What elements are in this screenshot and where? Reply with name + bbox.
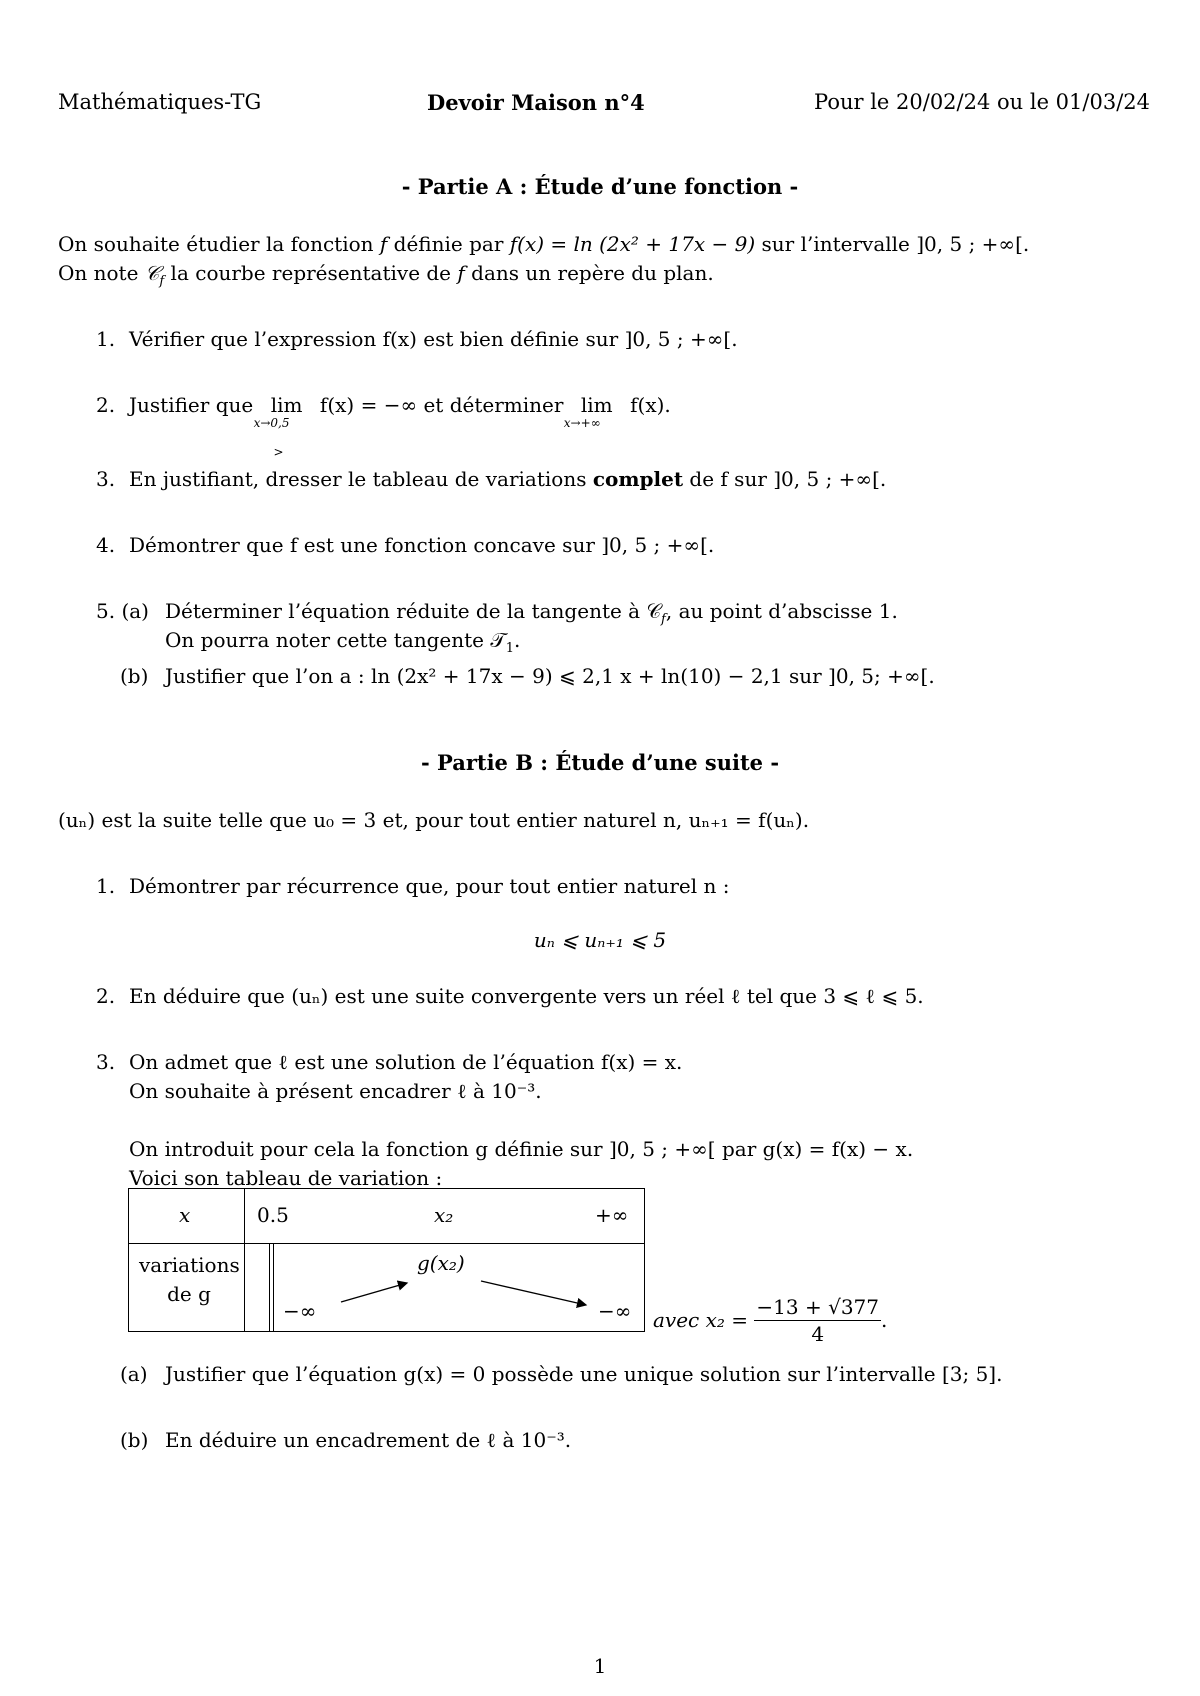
partA-question-4: Démontrer que f est une fonction concave sur ]0, 5 ; +∞[. [129,533,715,557]
partA-question-3: En justifiant, dresser le tableau de variations complet de f sur ]0, 5 ; +∞[. [129,467,887,491]
partB-question-3b: En déduire un encadrement de ℓ à 10⁻³. [165,1428,572,1452]
partB-formula: uₙ ⩽ uₙ₊₁ ⩽ 5 [533,928,667,952]
subquestion-label: (b) [120,664,149,688]
partB-question-3a: Justifier que l’équation g(x) = 0 possède une unique solution sur l’intervalle [3; 5]. [165,1362,1003,1386]
partA-question-5a-line1: Déterminer l’équation réduite de la tangente à 𝒞$_f$, au point d’abscisse 1. [165,599,898,627]
partA-intro-line1: On souhaite étudier la fonction f définie par f(x) = ln (2x² + 17x − 9) sur l’intervalle ]0, 5 ; +∞[. [58,232,1030,256]
partB-question-1: Démontrer par récurrence que, pour tout entier naturel n : [129,874,730,898]
question-number: 1. [96,874,116,898]
partB-question-3-line1: On admet que ℓ est une solution de l’équation f(x) = x. [129,1050,683,1074]
partA-intro-line2: On note 𝒞$_f$ la courbe représentative de f dans un repère du plan. [58,261,714,289]
table-value-max: g(x₂) [417,1251,465,1275]
table-header-05: 0.5 [257,1203,289,1227]
partA-question-5a-line2: On pourra noter cette tangente 𝒯$_1$. [165,628,521,656]
table-header-x2: x₂ [434,1203,454,1227]
table-row-label-line2: de g [167,1282,211,1306]
table-row-label-line1: variations [139,1253,240,1277]
header-subject: Mathématiques-TG [58,90,262,114]
partB-question-3-line2: On souhaite à présent encadrer ℓ à 10⁻³. [129,1079,542,1103]
partA-question-5b: Justifier que l’on a : ln (2x² + 17x − 9) ⩽ 2,1 x + ln(10) − 2,1 sur ]0, 5; +∞[. [165,664,935,688]
partB-question-3-line3: On introduit pour cela la fonction g définie sur ]0, 5 ; +∞[ par g(x) = f(x) − x. [129,1137,914,1161]
section-title-partA: - Partie A : Étude d’une fonction - [401,174,799,199]
question-number: 5. (a) [96,599,149,623]
page-number: 1 [593,1654,607,1678]
question-number: 4. [96,533,116,557]
variation-table [128,1188,645,1332]
header-due-date: Pour le 20/02/24 ou le 01/03/24 [814,90,1150,114]
question-number: 2. [96,984,116,1008]
subquestion-label: (a) [120,1362,148,1386]
partB-intro: (uₙ) est la suite telle que u₀ = 3 et, pour tout entier naturel n, uₙ₊₁ = f(uₙ). [58,808,810,832]
partB-question-3-line4: Voici son tableau de variation : [129,1166,443,1190]
table-header-x: x [179,1203,191,1227]
question-number: 1. [96,327,116,351]
variation-arrows [129,1189,646,1333]
increasing-arrow [341,1283,407,1302]
partA-question-2: Justifier que lim x→0,5 > f(x) = −∞ et déterminer lim x→+∞ f(x). [129,393,671,459]
decreasing-arrow [481,1281,586,1305]
x2-definition: avec x₂ = $\frac{-13 + √377}{4}$ . [653,1295,888,1346]
partA-question-1: Vérifier que l’expression f(x) est bien définie sur ]0, 5 ; +∞[. [129,327,738,351]
table-header-infinity: +∞ [595,1203,629,1227]
header-title: Devoir Maison n°4 [427,90,645,115]
subquestion-label: (b) [120,1428,149,1452]
x2-fraction: $\frac{-13 + √377}{4}$ [756,1295,879,1346]
question-number: 2. [96,393,116,417]
table-value-right: −∞ [598,1299,632,1323]
section-title-partB: - Partie B : Étude d’une suite - [420,750,780,775]
question-number: 3. [96,467,116,491]
question-number: 3. [96,1050,116,1074]
partB-question-2: En déduire que (uₙ) est une suite convergente vers un réel ℓ tel que 3 ⩽ ℓ ⩽ 5. [129,984,924,1008]
table-value-left: −∞ [283,1299,317,1323]
